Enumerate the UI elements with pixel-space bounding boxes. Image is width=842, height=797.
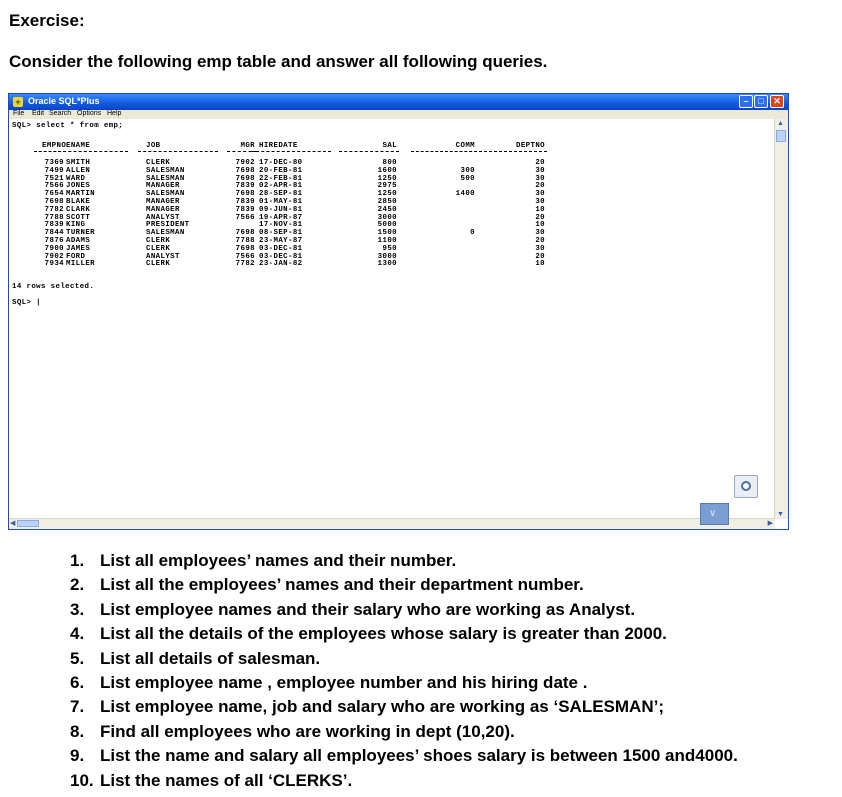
sql-prompt[interactable]: SQL> |: [12, 299, 42, 308]
cell-ename: MILLER: [66, 260, 96, 269]
query-item: [70, 600, 738, 624]
query-list: [70, 551, 738, 795]
cell-ename: BLAKE: [66, 198, 91, 206]
cell-sal: 1100: [377, 237, 397, 245]
cell-mgr: 7698: [235, 229, 255, 238]
query-number: 7.: [70, 697, 85, 717]
cell-job: MANAGER: [146, 198, 180, 206]
cell-deptno: 10: [535, 260, 545, 269]
cell-comm: 500: [460, 174, 475, 183]
cell-mgr: 7782: [235, 260, 255, 269]
cell-job: SALESMAN: [146, 190, 185, 199]
cell-job: SALESMAN: [146, 174, 185, 183]
query-item: [70, 771, 738, 795]
query-item: [70, 575, 738, 599]
sqlplus-window: [8, 93, 789, 530]
cell-mgr: 7698: [235, 244, 255, 253]
cell-ename: MARTIN: [66, 190, 96, 199]
query-text: List the names of all ‘CLERKS’.: [100, 770, 353, 790]
column-header-mgr: MGR: [240, 142, 255, 150]
cell-empno: 7521: [44, 174, 64, 183]
cell-sal: 1250: [377, 190, 397, 199]
exercise-heading: Exercise:: [9, 11, 85, 30]
cell-job: MANAGER: [146, 205, 180, 214]
query-text: List all details of salesman.: [100, 648, 321, 668]
cell-empno: 7499: [44, 166, 64, 175]
cell-mgr: 7839: [235, 205, 255, 214]
cell-sal: 2975: [377, 182, 397, 191]
cell-deptno: 20: [535, 182, 545, 191]
query-text: List all employees’ names and their number.: [100, 551, 457, 570]
column-rule: [251, 151, 331, 152]
column-header-ename: ENAME: [66, 142, 91, 150]
cell-job: MANAGER: [146, 182, 180, 191]
query-item: [70, 649, 738, 673]
column-header-deptno: DEPTNO: [515, 142, 545, 150]
cell-empno: 7844: [44, 229, 64, 238]
cell-ename: SMITH: [66, 159, 91, 167]
cell-ename: FORD: [66, 252, 86, 261]
cell-sal: 5000: [377, 221, 397, 230]
query-text: Find all employees who are working in dept (10,20).: [100, 721, 515, 741]
column-header-sal: SAL: [382, 142, 397, 150]
query-number: 3.: [70, 599, 85, 619]
query-number: 4.: [70, 624, 85, 644]
column-header-comm: COMM: [455, 142, 475, 150]
cell-hiredate: 03-DEC-81: [259, 244, 303, 253]
maximize-button[interactable]: □: [754, 95, 768, 108]
expand-overlay-icon[interactable]: ∨: [700, 503, 729, 525]
query-text: List employee names and their salary who are working as Analyst.: [100, 599, 636, 619]
menu-file[interactable]: File: [13, 110, 25, 117]
cell-mgr: 7698: [235, 190, 255, 199]
scroll-up-icon[interactable]: ▲: [777, 120, 784, 127]
vertical-scrollbar[interactable]: [774, 119, 788, 519]
menu-edit[interactable]: Edit: [32, 110, 45, 117]
query-item: [70, 673, 738, 697]
column-rule: [411, 151, 477, 152]
cell-job: PRESIDENT: [146, 221, 190, 230]
horizontal-scrollbar[interactable]: [9, 518, 775, 529]
cell-empno: 7698: [44, 198, 64, 206]
cell-mgr: 7698: [235, 166, 255, 175]
cell-empno: 7839: [44, 221, 64, 230]
cell-hiredate: 17-NOV-81: [259, 221, 303, 230]
cell-mgr: 7839: [235, 198, 255, 206]
cell-job: SALESMAN: [146, 229, 185, 238]
query-number: 8.: [70, 721, 85, 741]
menu-bar: [9, 110, 788, 119]
cell-empno: 7902: [44, 252, 64, 261]
cell-hiredate: 19-APR-87: [259, 213, 303, 222]
cell-ename: CLARK: [66, 205, 91, 214]
menu-search[interactable]: Search: [49, 110, 72, 117]
cell-ename: KING: [66, 221, 86, 230]
scroll-left-icon[interactable]: ◀: [10, 520, 16, 527]
scroll-right-icon[interactable]: ▶: [767, 520, 773, 527]
cell-sal: 2450: [377, 205, 397, 214]
vertical-scroll-thumb[interactable]: [776, 130, 786, 142]
cell-hiredate: 01-MAY-81: [259, 198, 303, 206]
query-text: List employee name, job and salary who are working as ‘SALESMAN’;: [100, 697, 664, 717]
query-number: 9.: [70, 746, 85, 766]
cell-mgr: 7698: [235, 174, 255, 183]
cell-job: ANALYST: [146, 213, 180, 222]
cell-comm: 0: [470, 229, 475, 238]
query-item: [70, 697, 738, 721]
cell-sal: 1600: [377, 166, 397, 175]
cell-comm: 1400: [455, 190, 475, 199]
cell-deptno: 30: [535, 166, 545, 175]
cell-deptno: 20: [535, 213, 545, 222]
cell-ename: JAMES: [66, 244, 91, 253]
cell-sal: 1500: [377, 229, 397, 238]
cell-ename: TURNER: [66, 229, 96, 238]
scroll-down-icon[interactable]: ▼: [777, 511, 784, 518]
cell-sal: 1300: [377, 260, 397, 269]
query-number: 2.: [70, 575, 85, 595]
window-titlebar[interactable]: [9, 94, 788, 110]
instruction-heading: Consider the following emp table and answer all following queries.: [9, 52, 548, 71]
cell-hiredate: 23-JAN-82: [259, 260, 303, 269]
query-number: 1.: [70, 551, 85, 570]
cell-hiredate: 08-SEP-81: [259, 229, 303, 238]
cell-hiredate: 09-JUN-81: [259, 205, 303, 214]
cell-sal: 3000: [377, 252, 397, 261]
minimize-button[interactable]: –: [739, 95, 753, 108]
query-item: [70, 746, 738, 770]
cell-deptno: 20: [535, 159, 545, 167]
cell-sal: 1250: [377, 174, 397, 183]
cell-comm: 300: [460, 166, 475, 175]
cell-empno: 7782: [44, 205, 64, 214]
query-text: List all the details of the employees whose salary is greater than 2000.: [100, 624, 667, 644]
cell-job: CLERK: [146, 237, 171, 245]
rows-selected-message: 14 rows selected.: [12, 283, 95, 292]
cell-sal: 3000: [377, 213, 397, 222]
query-text: List employee name , employee number and his hiring date .: [100, 672, 588, 692]
cell-deptno: 30: [535, 174, 545, 183]
cell-job: CLERK: [146, 159, 171, 167]
sql-command: SQL> select * from emp;: [12, 122, 124, 130]
menu-help[interactable]: Help: [107, 110, 122, 117]
cell-deptno: 30: [535, 190, 545, 199]
cell-hiredate: 22-FEB-81: [259, 174, 303, 183]
query-number: 6.: [70, 672, 85, 692]
cell-ename: ADAMS: [66, 237, 91, 245]
cell-deptno: 20: [535, 252, 545, 261]
query-item: [70, 551, 738, 575]
query-text: List all the employees’ names and their department number.: [100, 575, 584, 595]
cell-deptno: 30: [535, 198, 545, 206]
cell-job: CLERK: [146, 260, 171, 269]
search-overlay-icon[interactable]: [734, 475, 758, 498]
cell-hiredate: 02-APR-81: [259, 182, 303, 191]
cell-deptno: 10: [535, 205, 545, 214]
cell-job: CLERK: [146, 244, 171, 253]
cell-sal: 950: [382, 244, 397, 253]
cell-hiredate: 20-FEB-81: [259, 166, 303, 175]
column-rule: [339, 151, 399, 152]
menu-options[interactable]: Options: [77, 110, 102, 117]
horizontal-scroll-thumb[interactable]: [17, 520, 39, 527]
cell-empno: 7934: [44, 260, 64, 269]
cell-mgr: 7788: [235, 237, 255, 245]
cell-hiredate: 28-SEP-81: [259, 190, 303, 199]
cell-empno: 7369: [44, 159, 64, 167]
cell-sal: 2850: [377, 198, 397, 206]
cell-ename: WARD: [66, 174, 86, 183]
cell-hiredate: 23-MAY-87: [259, 237, 303, 245]
sqlplus-app-icon: +: [13, 97, 23, 107]
cell-hiredate: 03-DEC-81: [259, 252, 303, 261]
cell-deptno: 30: [535, 244, 545, 253]
cell-mgr: 7566: [235, 252, 255, 261]
column-header-job: JOB: [146, 142, 161, 150]
column-header-hiredate: HIREDATE: [259, 142, 298, 150]
column-rule: [138, 151, 218, 152]
cell-ename: ALLEN: [66, 166, 91, 175]
cell-deptno: 20: [535, 237, 545, 245]
cell-empno: 7876: [44, 237, 64, 245]
cell-mgr: 7902: [235, 159, 255, 167]
query-text: List the name and salary all employees’ shoes salary is between 1500 and4000.: [100, 746, 738, 766]
column-rule: [58, 151, 128, 152]
cell-mgr: 7566: [235, 213, 255, 222]
cell-deptno: 30: [535, 229, 545, 238]
cell-job: SALESMAN: [146, 166, 185, 175]
cell-empno: 7566: [44, 182, 64, 191]
cell-empno: 7788: [44, 213, 64, 222]
query-item: [70, 722, 738, 746]
cell-hiredate: 17-DEC-80: [259, 159, 303, 167]
window-title: Oracle SQL*Plus: [28, 96, 100, 106]
column-header-empno: EMPNO: [42, 142, 67, 150]
sql-output-area[interactable]: [9, 119, 775, 519]
query-item: [70, 624, 738, 648]
cell-deptno: 10: [535, 221, 545, 230]
cell-sal: 800: [382, 159, 397, 167]
column-rule: [479, 151, 547, 152]
cell-mgr: 7839: [235, 182, 255, 191]
query-number: 10.: [70, 770, 94, 790]
cell-ename: SCOTT: [66, 213, 91, 222]
cell-empno: 7900: [44, 244, 64, 253]
cell-empno: 7654: [44, 190, 64, 199]
query-number: 5.: [70, 648, 85, 668]
close-button[interactable]: ✕: [770, 95, 784, 108]
cell-ename: JONES: [66, 182, 91, 191]
cell-job: ANALYST: [146, 252, 180, 261]
